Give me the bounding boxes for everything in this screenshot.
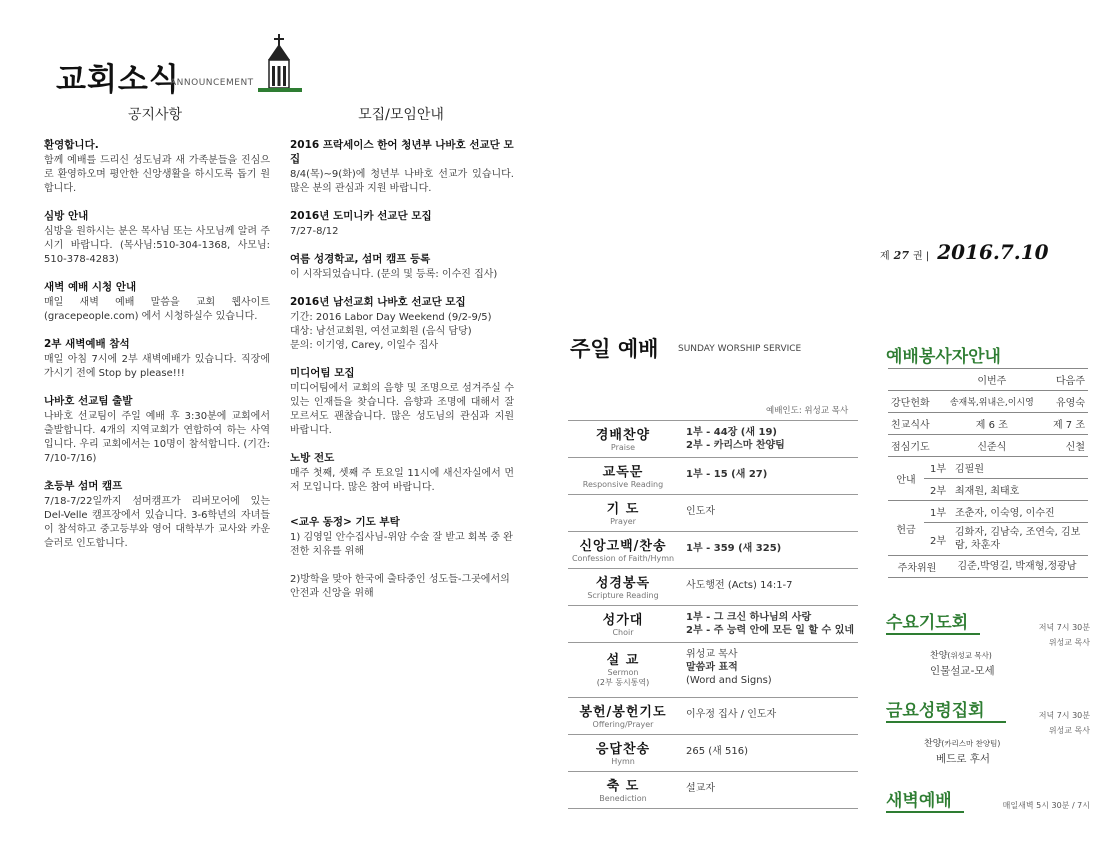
- friday-title: 금요성령집회: [886, 701, 985, 721]
- parking-names: 김준,박영길, 박재형,정광남: [946, 556, 1088, 578]
- worship-subtitle: SUNDAY WORSHIP SERVICE: [678, 344, 802, 354]
- order-line: 2부 - 주 능력 안에 모든 일 할 수 있네: [686, 625, 855, 636]
- notice-title: 환영합니다.: [44, 139, 99, 151]
- servers-row-this: 신준식: [940, 435, 1044, 457]
- notice-item: [290, 515, 514, 601]
- notice-item: [44, 394, 270, 466]
- friday-time: 저녁 7시 30분: [1038, 711, 1090, 720]
- order-name: 경배찬양: [595, 428, 651, 443]
- col-this-week: 이번주: [940, 369, 1044, 391]
- servers-row-label: 친교식사: [888, 413, 940, 435]
- servers-row-next: 제 7 조: [1044, 413, 1088, 435]
- notice-body: 7/27-8/12: [290, 226, 339, 237]
- dawn-section: [886, 786, 1090, 813]
- wednesday-section: [886, 608, 1090, 678]
- order-line: 위성교 목사: [686, 649, 738, 660]
- servers-title: 예배봉사자안내: [886, 347, 1001, 367]
- order-line: (Word and Signs): [686, 675, 772, 686]
- order-line: 1부 - 44장 (새 19): [686, 427, 777, 438]
- notice-title: 나바호 선교팀 출발: [44, 395, 133, 407]
- notice-title: 미디어팀 모집: [290, 367, 355, 379]
- order-name: 교독문: [602, 465, 644, 480]
- offering-names: 조춘자, 이숙영, 이수진: [952, 501, 1088, 523]
- order-line: 사도행전 (Acts) 14:1-7: [686, 580, 793, 591]
- servers-row-label: 강단헌화: [888, 391, 940, 413]
- notice-item: [44, 337, 270, 381]
- order-line: 1부 - 그 크신 하나님의 사랑: [686, 612, 812, 623]
- middle-notice-list: [290, 138, 514, 614]
- notice-item: [290, 366, 514, 438]
- worship-order-row: [568, 697, 858, 734]
- notice-body: 1) 김영일 안수집사님-위암 수술 잘 받고 회복 중 완전한 치유를 위해 2)방학을 맞아 한국에 출타중인 성도들-그곳에서의 안전과 신앙을 위해: [290, 532, 513, 599]
- worship-order-list: [568, 420, 858, 809]
- dawn-underline: [886, 811, 964, 813]
- order-name-note: (2부 동시통역): [596, 678, 650, 687]
- wednesday-content: 인물설교-모세: [930, 665, 995, 677]
- order-line: 2부 - 카리스마 찬양팀: [686, 440, 785, 451]
- notice-body: 매주 첫째, 셋째 주 토요일 11시에 새신자실에서 먼저 모입니다. 많은 참여 바랍니다.: [290, 468, 514, 493]
- order-name: 기 도: [606, 502, 640, 517]
- servers-row-this: 제 6 조: [940, 413, 1044, 435]
- notice-item: [44, 479, 270, 551]
- notice-title: 여름 성경학교, 섬머 캠프 등록: [290, 253, 431, 265]
- notice-title: 2016 프락세이스 한어 청년부 나바호 선교단 모집: [290, 139, 514, 165]
- order-name: 성경봉독: [595, 576, 651, 591]
- servers-row: [888, 391, 1088, 413]
- worship-order-row: [568, 420, 858, 457]
- volume-suffix: 권 |: [912, 251, 930, 262]
- volume-number: 27: [893, 249, 909, 262]
- volume-prefix: 제: [880, 251, 890, 262]
- order-line: 이우정 집사 / 인도자: [686, 709, 777, 720]
- order-name-en: Scripture Reading: [587, 591, 659, 600]
- notice-body: 7/18-7/22일까지 섬머캠프가 리버모어에 있는 Del-Velle 캠프장에서 있습니다. 3-6학년의 자녀들이 참석하고 중고등부와 영어 대학부가 교사와 카운슬러로 인도합니다.: [44, 496, 270, 549]
- order-name: 축 도: [606, 779, 640, 794]
- friday-praise-label: 찬양: [924, 739, 942, 749]
- offering-part: 2부: [924, 523, 952, 556]
- dawn-title: 새벽예배: [886, 791, 952, 811]
- wednesday-title: 수요기도회: [886, 613, 969, 633]
- servers-header-row: [888, 369, 1088, 391]
- notice-item: [290, 138, 514, 196]
- notice-body: 매일 새벽 예배 말씀을 교회 웹사이트 (gracepeople.com) 에서 시청하실수 있습니다.: [44, 297, 270, 322]
- order-name-en: Sermon: [607, 668, 639, 677]
- notice-title: 2부 새벽예배 참석: [44, 338, 130, 350]
- left-notice-list: [44, 138, 270, 564]
- servers-row: [888, 435, 1088, 457]
- worship-order-row: [568, 531, 858, 568]
- order-name: 봉헌/봉헌기도: [579, 705, 667, 720]
- worship-leader: 예배인도: 위성교 목사: [766, 406, 849, 416]
- col-next-week: 다음주: [1044, 369, 1088, 391]
- order-line: 265 (새 516): [686, 746, 748, 757]
- page-subtitle: ANNOUNCEMENT: [170, 78, 254, 88]
- order-name-en: Benediction: [599, 794, 647, 803]
- left-column-heading: 공지사항: [127, 107, 183, 123]
- notice-body: 매일 아침 7시에 2부 새벽예배가 있습니다. 직장에 가시기 전에 Stop by please!!!: [44, 354, 270, 379]
- servers-row: [888, 413, 1088, 435]
- notice-body: 나바호 선교팀이 주일 예배 후 3:30분에 교회에서 출발합니다. 4개의 지역교회가 연합하여 하는 사역입니다. 우리 교회에서는 10명이 참석합니다. (기간: 7/10-7/16): [44, 411, 270, 464]
- order-name-en: Confession of Faith/Hymn: [571, 554, 675, 563]
- servers-row-label: 점심기도: [888, 435, 940, 457]
- wednesday-time: 저녁 7시 30분: [1038, 623, 1090, 632]
- servers-table: [888, 368, 1088, 457]
- notice-title: 2016년 도미니카 선교단 모집: [290, 210, 432, 222]
- notice-body: 이 시작되었습니다. (문의 및 등록: 이수진 집사): [290, 269, 498, 280]
- worship-order-row: [568, 642, 858, 697]
- order-name-en: Praise: [610, 443, 636, 452]
- order-line: 1부 - 359 (새 325): [686, 543, 782, 554]
- notice-item: [44, 209, 270, 267]
- notice-item: [290, 252, 514, 282]
- worship-order-row: [568, 457, 858, 494]
- parking-label: 주차위원: [888, 556, 946, 578]
- friday-pastor: 위성교 목사: [1048, 726, 1090, 735]
- offering-label: 헌금: [888, 501, 924, 556]
- worship-order-row: [568, 734, 858, 771]
- order-name-en: Hymn: [611, 757, 635, 766]
- notice-title: 초등부 섬머 캠프: [44, 480, 123, 492]
- notice-title: 2016년 남선교회 나바호 선교단 모집: [290, 296, 466, 308]
- usher-row: [888, 457, 1088, 479]
- usher-names: 최재원, 최태호: [952, 479, 1088, 501]
- usher-part: 1부: [924, 457, 952, 479]
- notice-item: [290, 451, 514, 495]
- worship-order-row: [568, 494, 858, 531]
- wednesday-praise-leader: (위성교 목사): [947, 651, 992, 660]
- order-name-en: Offering/Prayer: [592, 720, 654, 729]
- dawn-time: 매일새벽 5시 30분 / 7시: [1002, 801, 1090, 810]
- notice-item: [290, 295, 514, 353]
- notice-body: 미디어팀에서 교회의 음향 및 조명으로 섬겨주실 수 있는 인재들을 찾습니다. 음향과 조명에 대해서 잘 모르셔도 괜찮습니다. 많은 성도님의 관심과 지원 바랍니다.: [290, 383, 514, 436]
- usher-table: [888, 457, 1088, 556]
- order-name: 설 교: [606, 653, 640, 668]
- church-icon: [258, 34, 302, 96]
- order-name: 성가대: [602, 613, 644, 628]
- worship-title: 주일 예배: [570, 337, 659, 361]
- worship-order-row: [568, 568, 858, 605]
- offering-names: 김화자, 김남숙, 조연숙, 김보람, 차훈자: [952, 523, 1088, 556]
- offering-part: 1부: [924, 501, 952, 523]
- order-line: 설교자: [686, 783, 715, 794]
- usher-label: 안내: [888, 457, 924, 501]
- notice-body: 함께 예배를 드리신 성도님과 새 가족분들을 진심으로 환영하오며 평안한 신앙생활을 하시도록 돕기 원합니다.: [44, 155, 270, 194]
- friday-section: [886, 696, 1090, 766]
- usher-part: 2부: [924, 479, 952, 501]
- wednesday-pastor: 위성교 목사: [1048, 638, 1090, 647]
- friday-underline: [886, 721, 1006, 723]
- order-name: 응답찬송: [595, 742, 651, 757]
- offering-row: [888, 501, 1088, 523]
- usher-names: 김필원: [952, 457, 1088, 479]
- wednesday-praise-label: 찬양: [930, 651, 948, 661]
- notice-title: 새벽 예배 시청 안내: [44, 281, 137, 293]
- notice-item: [290, 209, 514, 239]
- notice-body: 심방을 원하시는 분은 목사님 또는 사모님께 알려 주시기 바랍니다. (목사님:510-304-1368, 사모님: 510-378-4283): [44, 226, 270, 265]
- order-line: 인도자: [686, 506, 715, 517]
- notice-title: <교우 동정> 기도 부탁: [290, 516, 400, 528]
- friday-praise-leader: (카리스마 찬양팀): [941, 739, 1001, 748]
- notice-title: 심방 안내: [44, 210, 89, 222]
- notice-item: [44, 138, 270, 196]
- notice-body: 8/4(목)~9(화)에 청년부 나바호 선교가 있습니다. 많은 분의 관심과 지원 바랍니다.: [290, 169, 514, 194]
- page-title: 교회소식: [56, 62, 180, 98]
- servers-row-next: 유영숙: [1044, 391, 1088, 413]
- wednesday-underline: [886, 633, 980, 635]
- notice-body: 기간: 2016 Labor Day Weekend (9/2-9/5) 대상: 남선교회원, 여선교회원 (음식 담당) 문의: 이기영, Carey, 이일수 집사: [290, 312, 492, 351]
- issue-date: 2016.7.10: [937, 240, 1049, 264]
- servers-row-this: 송재복,위내은,이시영: [940, 391, 1044, 413]
- order-name-en: Choir: [612, 628, 634, 637]
- parking-table: [888, 556, 1088, 578]
- servers-table-wrap: [888, 368, 1088, 578]
- issue-info: [880, 240, 1049, 264]
- notice-item: [44, 280, 270, 324]
- order-name: 신앙고백/찬송: [579, 539, 667, 554]
- friday-content: 베드로 후서: [936, 753, 991, 765]
- order-line: 1부 - 15 (새 27): [686, 469, 768, 480]
- worship-order-row: [568, 605, 858, 642]
- order-line: 말씀과 표적: [686, 662, 738, 673]
- servers-row-next: 신철: [1044, 435, 1088, 457]
- order-name-en: Prayer: [610, 517, 636, 526]
- worship-order-row: [568, 771, 858, 809]
- notice-title: 노방 전도: [290, 452, 335, 464]
- parking-row: [888, 556, 1088, 578]
- order-name-en: Responsive Reading: [582, 480, 664, 489]
- middle-column-heading: 모집/모임안내: [358, 107, 444, 123]
